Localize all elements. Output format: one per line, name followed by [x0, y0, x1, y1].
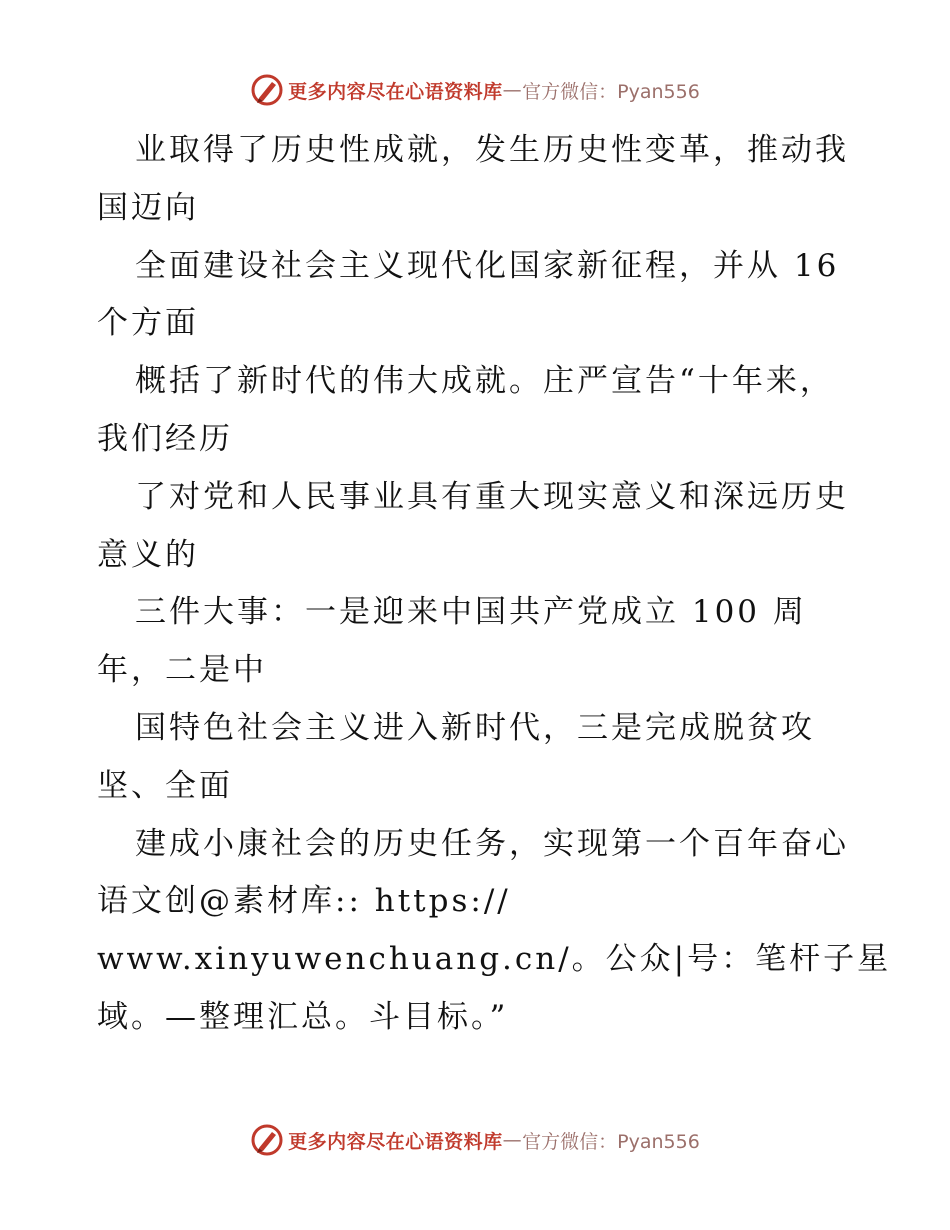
text-line: 年，二是中 [97, 652, 267, 689]
text-line: 概括了新时代的伟大成就。庄严宣告“十年来， [135, 363, 834, 400]
text-line: 坚、全面 [97, 767, 233, 804]
text-line: 了对党和人民事业具有重大现实意义和深远历史 [135, 478, 849, 515]
text-line: 我们经历 [97, 420, 233, 457]
watermark-brand-text: 更多内容尽在心语资料库 [288, 80, 503, 103]
text-line: 语文创@素材库:: https:// [97, 883, 511, 920]
watermark-wechat-text: 官方微信：Pyan556 [522, 80, 700, 103]
text-line: 业取得了历史性成就，发生历史性变革，推动我 [135, 132, 849, 168]
pen-logo-icon [250, 1123, 284, 1157]
text-line: 全面建设社会主义现代化国家新征程，并从 16 [135, 247, 840, 284]
watermark-separator: — [502, 79, 523, 101]
watermark-separator: — [502, 1129, 523, 1151]
text-line: www.xinyuwenchuang.cn/。公众|号：笔杆子星 [97, 941, 892, 978]
text-line: 国迈向 [97, 189, 199, 226]
text-line: 域。—整理汇总。斗目标。” [97, 998, 509, 1035]
pen-logo-icon [250, 73, 284, 107]
watermark-wechat-text: 官方微信：Pyan556 [522, 1130, 700, 1153]
document-body [97, 122, 892, 1047]
text-line: 建成小康社会的历史任务，实现第一个百年奋心 [135, 825, 849, 862]
text-line: 个方面 [97, 305, 199, 342]
text-line: 三件大事：一是迎来中国共产党成立 100 周 [135, 594, 807, 631]
footer-watermark [0, 1120, 950, 1160]
header-watermark [0, 70, 950, 110]
watermark-brand-text: 更多内容尽在心语资料库 [288, 1130, 503, 1153]
text-line: 国特色社会主义进入新时代，三是完成脱贫攻 [135, 709, 815, 746]
text-line: 意义的 [97, 536, 199, 573]
